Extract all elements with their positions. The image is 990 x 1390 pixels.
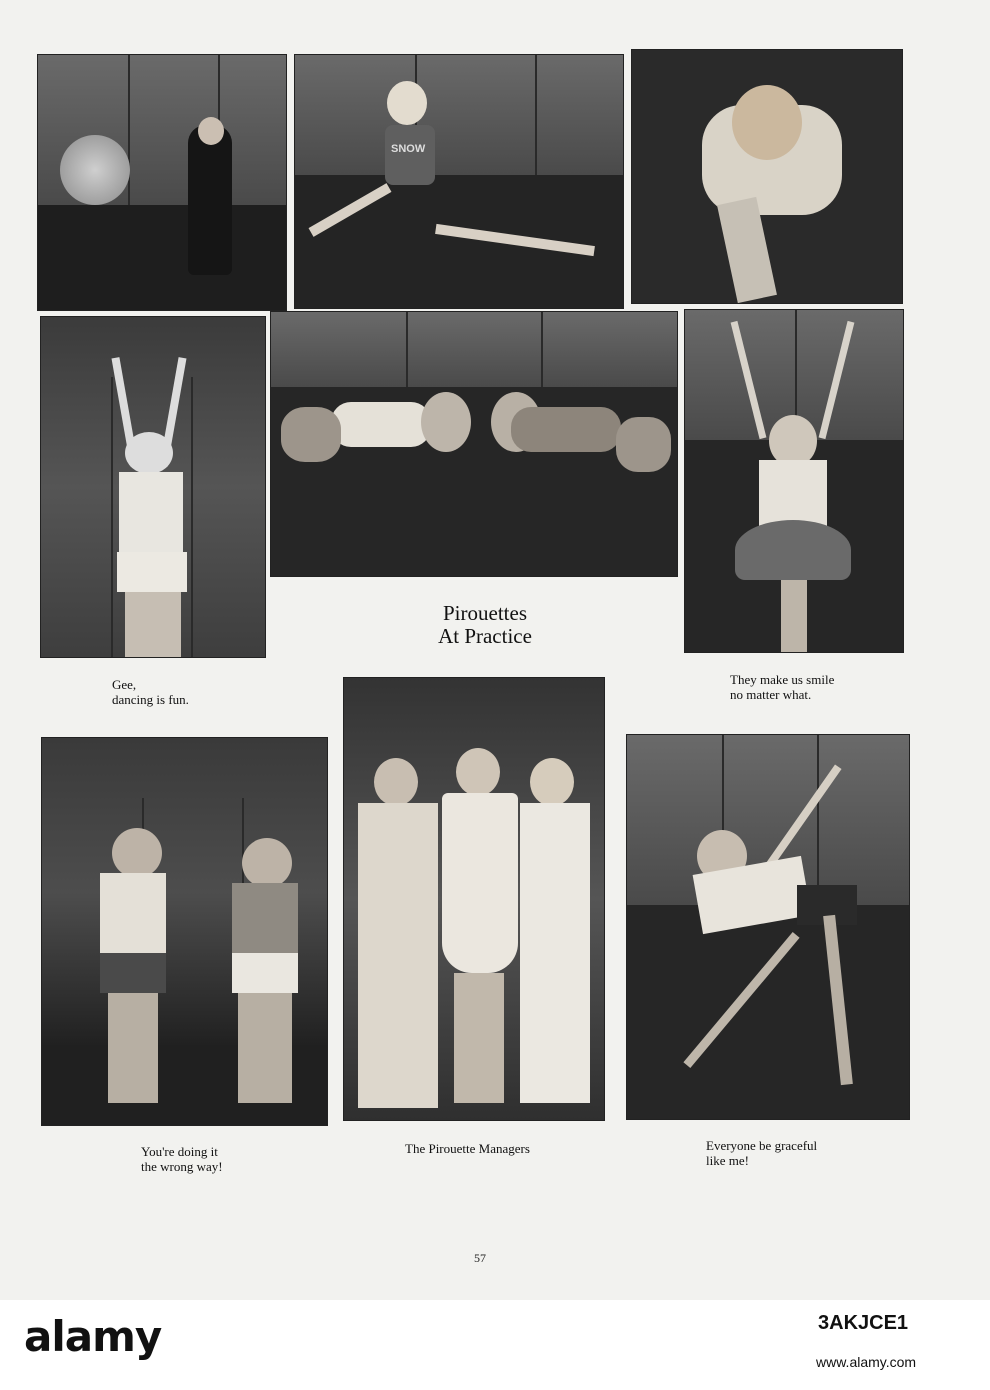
caption-gee: Gee, dancing is fun. [112, 677, 189, 707]
title-line-1: Pirouettes [443, 601, 527, 625]
title-line-2: At Practice [438, 624, 532, 648]
photo-wrong-way [41, 737, 328, 1126]
page-number: 57 [474, 1251, 486, 1265]
photo-pirouette-managers [343, 677, 605, 1121]
page-title [385, 602, 585, 648]
caption-wrong-way: You're doing it the wrong way! [141, 1144, 223, 1174]
photo-pompom-girl [37, 54, 287, 311]
photo-split-girl [631, 49, 903, 304]
photo-snow-shirt-girl [294, 54, 624, 309]
photo-stretching-pair [270, 311, 678, 577]
shirt [385, 125, 435, 185]
caption-graceful: Everyone be graceful like me! [706, 1138, 818, 1168]
person [188, 125, 232, 275]
pompom [60, 135, 130, 205]
photo-graceful [626, 734, 910, 1120]
photo-dancing-fun [40, 316, 266, 658]
photo-smile-girl [684, 309, 904, 653]
caption-smile: They make us smile no matter what. [730, 672, 835, 702]
image-id: 3AKJCE1 [818, 1312, 909, 1334]
caption-managers: The Pirouette Managers [405, 1141, 530, 1156]
shirt-text: SNOW [391, 143, 426, 155]
alamy-logo: alamy [24, 1312, 162, 1361]
footer-url: www.alamy.com [816, 1354, 917, 1370]
